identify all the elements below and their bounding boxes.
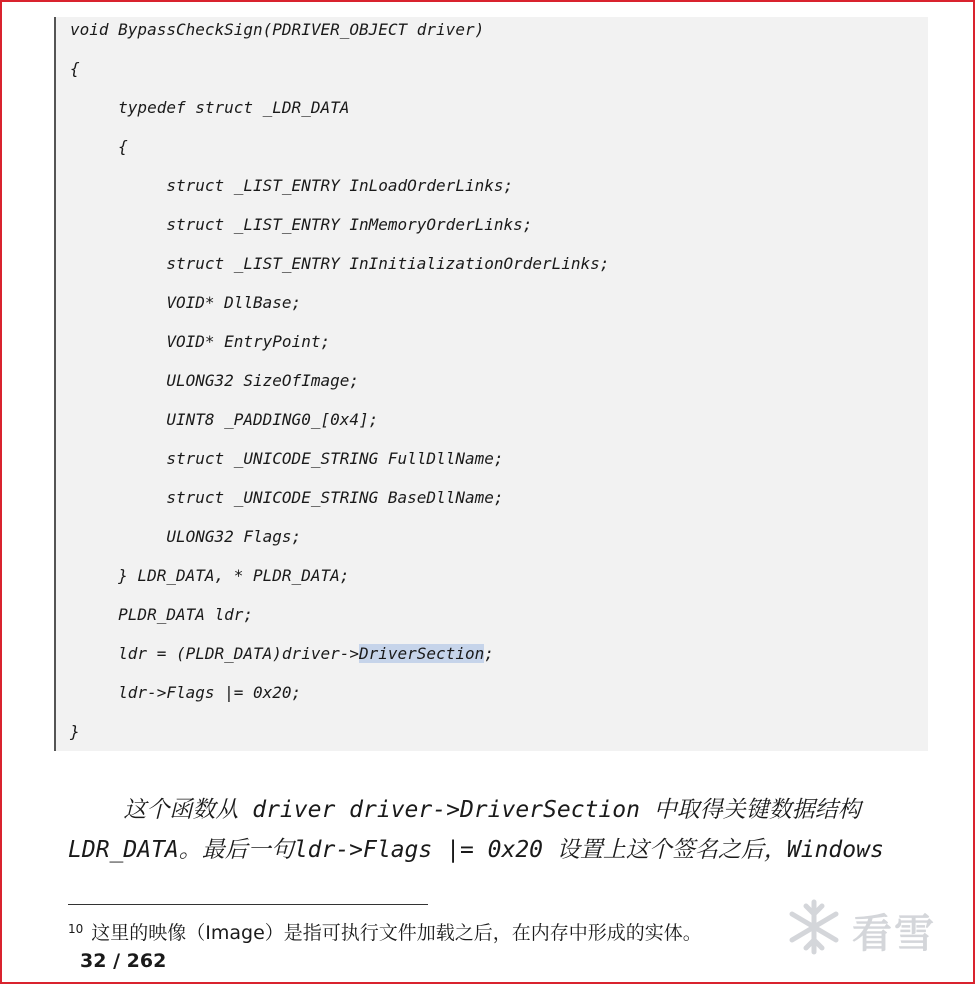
code-line: typedef struct _LDR_DATA: [70, 98, 350, 117]
code-text: ;: [484, 644, 494, 663]
code-line: }: [70, 722, 80, 741]
footnote-text: 这里的映像（Image）是指可执行文件加载之后，在内存中形成的实体。: [91, 922, 702, 944]
code-line: struct _LIST_ENTRY InMemoryOrderLinks;: [70, 215, 533, 234]
code-line: struct _UNICODE_STRING FullDllName;: [70, 449, 504, 468]
body-paragraph-line: 这个函数从 driver driver->DriverSection 中取得关键数据结构: [68, 797, 861, 823]
code-line-highlighted: [70, 642, 494, 666]
footnote-number: 10: [68, 922, 84, 936]
code-line: {: [70, 59, 80, 78]
page-separator: /: [113, 950, 121, 972]
page-current: 32: [80, 950, 107, 972]
code-line: VOID* EntryPoint;: [70, 332, 331, 351]
footnote-divider: [68, 904, 428, 905]
code-line: {: [70, 137, 128, 156]
selected-text-highlight[interactable]: DriverSection: [358, 644, 485, 663]
page-total: 262: [126, 950, 167, 972]
code-text: ldr = (PLDR_DATA)driver->: [70, 644, 359, 663]
code-line: VOID* DllBase;: [70, 293, 302, 312]
code-block: [54, 17, 928, 751]
code-line: void BypassCheckSign(PDRIVER_OBJECT driver): [70, 20, 485, 39]
code-line: } LDR_DATA, * PLDR_DATA;: [70, 566, 350, 585]
code-line: ULONG32 SizeOfImage;: [70, 371, 359, 390]
code-line: struct _LIST_ENTRY InInitializationOrderLinks;: [70, 254, 610, 273]
code-line: UINT8 _PADDING0_[0x4];: [70, 410, 379, 429]
snowflake-icon: [782, 896, 846, 958]
body-paragraph-line: LDR_DATA。最后一句ldr->Flags |= 0x20 设置上这个签名之后，Windows: [68, 837, 884, 863]
page-number: [80, 950, 166, 972]
code-line: ULONG32 Flags;: [70, 527, 302, 546]
code-line: PLDR_DATA ldr;: [70, 605, 254, 624]
footnote: [68, 918, 702, 945]
watermark-text: 看雪: [852, 911, 936, 957]
watermark: [782, 896, 952, 958]
code-line: struct _LIST_ENTRY InLoadOrderLinks;: [70, 176, 514, 195]
code-line: struct _UNICODE_STRING BaseDllName;: [70, 488, 504, 507]
code-line: ldr->Flags |= 0x20;: [70, 683, 302, 702]
